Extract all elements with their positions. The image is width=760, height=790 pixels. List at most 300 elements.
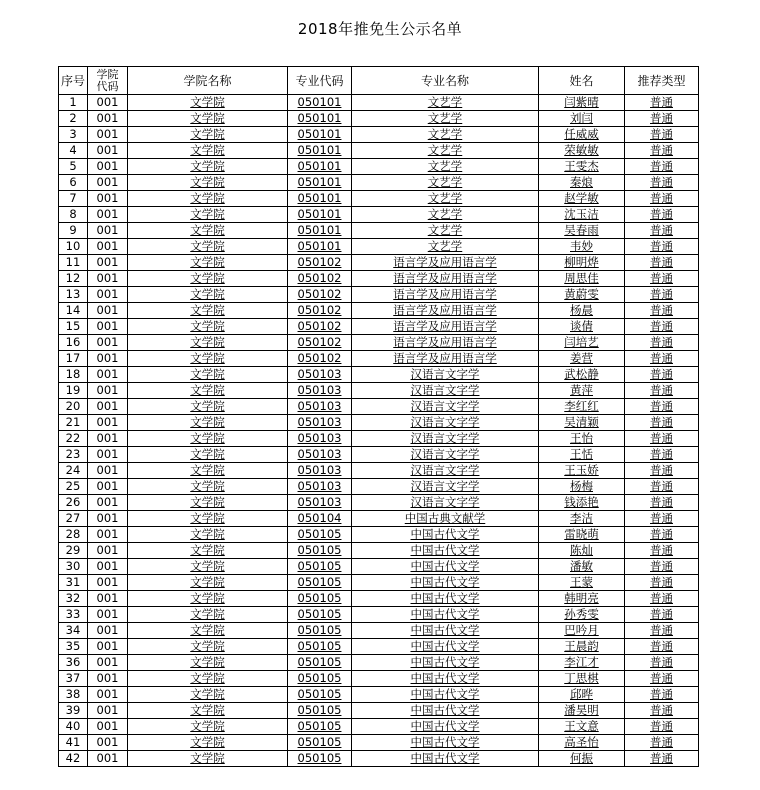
cell-type	[625, 223, 699, 239]
cell-major-name	[352, 495, 539, 511]
cell-major-name-text: 中国古代文学	[410, 719, 480, 733]
cell-major-code	[288, 367, 352, 383]
cell-type-text: 普通	[650, 575, 673, 589]
cell-major-name	[352, 575, 539, 591]
cell-name	[539, 223, 625, 239]
cell-major-name-text: 文艺学	[427, 159, 463, 173]
cell-major-code	[288, 447, 352, 463]
table-row	[59, 431, 699, 447]
cell-type-text: 普通	[650, 287, 673, 301]
cell-major-code-text: 050101	[297, 95, 342, 109]
cell-college-name	[128, 367, 288, 383]
cell-major-name	[352, 719, 539, 735]
cell-major-code-text: 050105	[297, 719, 342, 733]
cell-type	[625, 527, 699, 543]
cell-college-name-text: 文学院	[190, 735, 225, 749]
cell-major-name-text: 文艺学	[427, 111, 463, 125]
cell-major-name	[352, 735, 539, 751]
cell-name	[539, 383, 625, 399]
cell-college-name-text: 文学院	[190, 351, 225, 365]
table-row	[59, 319, 699, 335]
cell-name-text: 黄萍	[570, 383, 593, 397]
cell-no: 23	[59, 447, 88, 463]
cell-name	[539, 687, 625, 703]
cell-college-name	[128, 143, 288, 159]
cell-college-name-text: 文学院	[190, 383, 225, 397]
cell-no: 17	[59, 351, 88, 367]
cell-major-code	[288, 543, 352, 559]
table-row	[59, 95, 699, 111]
cell-type-text: 普通	[650, 415, 673, 429]
cell-major-name	[352, 319, 539, 335]
table-row	[59, 271, 699, 287]
table-row	[59, 639, 699, 655]
cell-type	[625, 127, 699, 143]
cell-name	[539, 591, 625, 607]
cell-type-text: 普通	[650, 463, 673, 477]
cell-major-code-text: 050101	[297, 143, 342, 157]
cell-name-text: 杨梅	[570, 479, 593, 493]
cell-type	[625, 383, 699, 399]
cell-name	[539, 319, 625, 335]
cell-college-name-text: 文学院	[190, 175, 225, 189]
cell-name-text: 潘敏	[570, 559, 593, 573]
cell-college-code: 001	[88, 175, 128, 191]
cell-no: 24	[59, 463, 88, 479]
cell-name-text: 荣敏敏	[564, 143, 599, 157]
table-row	[59, 463, 699, 479]
cell-college-name-text: 文学院	[190, 207, 225, 221]
cell-major-code	[288, 191, 352, 207]
cell-major-name-text: 文艺学	[427, 207, 463, 221]
cell-major-code	[288, 303, 352, 319]
header-no: 序号	[59, 67, 88, 95]
cell-major-name	[352, 655, 539, 671]
cell-college-name-text: 文学院	[190, 527, 225, 541]
cell-no: 29	[59, 543, 88, 559]
cell-major-code	[288, 143, 352, 159]
cell-type	[625, 335, 699, 351]
cell-college-code: 001	[88, 111, 128, 127]
cell-name	[539, 335, 625, 351]
cell-no: 13	[59, 287, 88, 303]
cell-college-name-text: 文学院	[190, 335, 225, 349]
cell-no: 39	[59, 703, 88, 719]
cell-type-text: 普通	[650, 431, 673, 445]
cell-type	[625, 559, 699, 575]
cell-college-code: 001	[88, 127, 128, 143]
cell-college-name	[128, 111, 288, 127]
cell-no: 26	[59, 495, 88, 511]
cell-name-text: 李红红	[564, 399, 599, 413]
cell-major-name-text: 中国古代文学	[410, 607, 480, 621]
table-row	[59, 335, 699, 351]
cell-college-name	[128, 127, 288, 143]
cell-no: 25	[59, 479, 88, 495]
cell-no: 5	[59, 159, 88, 175]
cell-name	[539, 143, 625, 159]
cell-no: 21	[59, 415, 88, 431]
cell-major-name	[352, 399, 539, 415]
cell-college-code: 001	[88, 559, 128, 575]
cell-college-name	[128, 415, 288, 431]
cell-type	[625, 575, 699, 591]
cell-name-text: 秦烺	[570, 175, 593, 189]
cell-major-name	[352, 95, 539, 111]
cell-type	[625, 511, 699, 527]
cell-college-name-text: 文学院	[190, 559, 225, 573]
cell-major-code-text: 050101	[297, 175, 342, 189]
cell-college-name-text: 文学院	[190, 223, 225, 237]
cell-major-name-text: 中国古代文学	[410, 623, 480, 637]
cell-name	[539, 479, 625, 495]
cell-college-name-text: 文学院	[190, 543, 225, 557]
cell-type	[625, 687, 699, 703]
cell-major-name	[352, 143, 539, 159]
cell-type	[625, 415, 699, 431]
cell-no: 8	[59, 207, 88, 223]
cell-major-name	[352, 383, 539, 399]
cell-type-text: 普通	[650, 95, 673, 109]
cell-college-name-text: 文学院	[190, 703, 225, 717]
cell-type	[625, 735, 699, 751]
cell-major-name-text: 汉语言文字学	[410, 415, 480, 429]
cell-college-name	[128, 511, 288, 527]
cell-major-name	[352, 479, 539, 495]
cell-college-code: 001	[88, 335, 128, 351]
cell-college-name-text: 文学院	[190, 623, 225, 637]
cell-college-name	[128, 239, 288, 255]
cell-name	[539, 447, 625, 463]
cell-type-text: 普通	[650, 367, 673, 381]
cell-major-code	[288, 287, 352, 303]
cell-college-code: 001	[88, 591, 128, 607]
candidate-table	[58, 66, 699, 767]
cell-major-name	[352, 447, 539, 463]
cell-type-text: 普通	[650, 111, 673, 125]
cell-name	[539, 351, 625, 367]
cell-college-code: 001	[88, 495, 128, 511]
cell-major-name	[352, 207, 539, 223]
cell-name	[539, 671, 625, 687]
cell-type	[625, 271, 699, 287]
cell-college-code: 001	[88, 95, 128, 111]
cell-major-name-text: 汉语言文字学	[410, 495, 480, 509]
cell-type-text: 普通	[650, 687, 673, 701]
cell-type	[625, 655, 699, 671]
cell-major-code	[288, 527, 352, 543]
cell-name-text: 姜营	[570, 351, 593, 365]
table-row	[59, 543, 699, 559]
cell-major-code	[288, 399, 352, 415]
cell-name-text: 巴吟月	[564, 623, 599, 637]
cell-major-name-text: 文艺学	[427, 223, 463, 237]
cell-no: 7	[59, 191, 88, 207]
table-header-row	[59, 67, 699, 95]
cell-major-code	[288, 735, 352, 751]
cell-college-code: 001	[88, 383, 128, 399]
cell-name	[539, 415, 625, 431]
cell-major-name	[352, 175, 539, 191]
cell-type-text: 普通	[650, 127, 673, 141]
cell-college-name	[128, 287, 288, 303]
cell-major-name	[352, 431, 539, 447]
cell-college-code: 001	[88, 703, 128, 719]
cell-major-name	[352, 671, 539, 687]
table-body	[59, 95, 699, 767]
table-row	[59, 671, 699, 687]
cell-major-name	[352, 543, 539, 559]
cell-major-code-text: 050103	[297, 415, 342, 429]
cell-college-code: 001	[88, 159, 128, 175]
table-row	[59, 383, 699, 399]
cell-type-text: 普通	[650, 191, 673, 205]
cell-college-name	[128, 591, 288, 607]
cell-major-name-text: 语言学及应用语言学	[393, 271, 497, 285]
cell-major-name-text: 中国古代文学	[410, 559, 480, 573]
cell-major-name	[352, 111, 539, 127]
table-row	[59, 591, 699, 607]
cell-type	[625, 207, 699, 223]
table-row	[59, 111, 699, 127]
cell-name-text: 丁思棋	[564, 671, 599, 685]
cell-major-name-text: 文艺学	[427, 239, 463, 253]
cell-major-code-text: 050101	[297, 223, 342, 237]
header-college-code	[88, 67, 128, 95]
table-row	[59, 607, 699, 623]
cell-college-name	[128, 255, 288, 271]
cell-name-text: 任威威	[564, 127, 599, 141]
cell-major-name-text: 汉语言文字学	[410, 383, 480, 397]
cell-type-text: 普通	[650, 655, 673, 669]
cell-major-code	[288, 351, 352, 367]
cell-major-name	[352, 351, 539, 367]
cell-major-code	[288, 255, 352, 271]
cell-name	[539, 175, 625, 191]
cell-type-text: 普通	[650, 719, 673, 733]
table-row	[59, 239, 699, 255]
cell-college-code: 001	[88, 431, 128, 447]
cell-major-name-text: 语言学及应用语言学	[393, 303, 497, 317]
cell-major-code	[288, 655, 352, 671]
table-row	[59, 719, 699, 735]
cell-type	[625, 143, 699, 159]
cell-major-name	[352, 335, 539, 351]
cell-name-text: 吴清颖	[564, 415, 599, 429]
cell-name	[539, 159, 625, 175]
cell-college-name	[128, 335, 288, 351]
cell-major-code	[288, 511, 352, 527]
cell-college-name-text: 文学院	[190, 255, 225, 269]
cell-type	[625, 159, 699, 175]
cell-type	[625, 719, 699, 735]
cell-college-code: 001	[88, 623, 128, 639]
cell-major-code-text: 050103	[297, 463, 342, 477]
cell-major-code	[288, 575, 352, 591]
cell-college-name	[128, 399, 288, 415]
cell-college-code: 001	[88, 735, 128, 751]
cell-major-code-text: 050105	[297, 543, 342, 557]
cell-name	[539, 751, 625, 767]
cell-type-text: 普通	[650, 639, 673, 653]
cell-major-code-text: 050102	[297, 271, 342, 285]
cell-no: 31	[59, 575, 88, 591]
cell-type-text: 普通	[650, 399, 673, 413]
cell-name	[539, 655, 625, 671]
cell-major-name-text: 中国古代文学	[410, 527, 480, 541]
cell-major-code-text: 050101	[297, 111, 342, 125]
cell-major-code-text: 050102	[297, 319, 342, 333]
cell-college-name	[128, 703, 288, 719]
cell-college-name-text: 文学院	[190, 495, 225, 509]
cell-major-name-text: 中国古代文学	[410, 735, 480, 749]
cell-college-name-text: 文学院	[190, 479, 225, 493]
cell-college-name-text: 文学院	[190, 607, 225, 621]
table-row	[59, 687, 699, 703]
cell-name	[539, 191, 625, 207]
cell-type	[625, 543, 699, 559]
cell-major-name-text: 中国古代文学	[410, 655, 480, 669]
cell-no: 33	[59, 607, 88, 623]
cell-type-text: 普通	[650, 175, 673, 189]
cell-type-text: 普通	[650, 271, 673, 285]
cell-major-code	[288, 159, 352, 175]
cell-type	[625, 671, 699, 687]
cell-type	[625, 431, 699, 447]
cell-no: 11	[59, 255, 88, 271]
cell-college-name-text: 文学院	[190, 591, 225, 605]
cell-major-name-text: 语言学及应用语言学	[393, 335, 497, 349]
cell-major-name	[352, 559, 539, 575]
cell-type	[625, 495, 699, 511]
cell-major-name-text: 中国古代文学	[410, 543, 480, 557]
cell-type	[625, 607, 699, 623]
cell-name	[539, 623, 625, 639]
cell-major-code-text: 050102	[297, 255, 342, 269]
cell-name	[539, 111, 625, 127]
cell-major-name-text: 汉语言文字学	[410, 367, 480, 381]
cell-major-code	[288, 559, 352, 575]
cell-major-name	[352, 703, 539, 719]
cell-major-name-text: 中国古代文学	[410, 751, 480, 765]
cell-college-name	[128, 95, 288, 111]
cell-major-code-text: 050102	[297, 303, 342, 317]
cell-no: 34	[59, 623, 88, 639]
cell-college-code: 001	[88, 415, 128, 431]
cell-college-name-text: 文学院	[190, 415, 225, 429]
cell-type	[625, 239, 699, 255]
cell-name	[539, 431, 625, 447]
cell-college-name-text: 文学院	[190, 671, 225, 685]
cell-type	[625, 287, 699, 303]
cell-no: 27	[59, 511, 88, 527]
cell-major-name-text: 语言学及应用语言学	[393, 255, 497, 269]
cell-major-code	[288, 751, 352, 767]
cell-major-code-text: 050102	[297, 335, 342, 349]
cell-major-name	[352, 287, 539, 303]
cell-major-name	[352, 511, 539, 527]
cell-type-text: 普通	[650, 239, 673, 253]
cell-major-name-text: 中国古代文学	[410, 639, 480, 653]
cell-college-name-text: 文学院	[190, 431, 225, 445]
cell-college-code: 001	[88, 191, 128, 207]
cell-name-text: 李洁	[570, 511, 593, 525]
cell-type-text: 普通	[650, 255, 673, 269]
cell-major-code	[288, 495, 352, 511]
cell-name-text: 雷晓萌	[564, 527, 599, 541]
table-row	[59, 527, 699, 543]
cell-no: 40	[59, 719, 88, 735]
cell-major-code-text: 050103	[297, 479, 342, 493]
cell-major-name-text: 语言学及应用语言学	[393, 351, 497, 365]
cell-no: 35	[59, 639, 88, 655]
cell-name-text: 孙秀雯	[564, 607, 599, 621]
cell-major-name	[352, 463, 539, 479]
cell-college-name	[128, 687, 288, 703]
cell-no: 2	[59, 111, 88, 127]
cell-college-name-text: 文学院	[190, 271, 225, 285]
cell-type-text: 普通	[650, 495, 673, 509]
cell-college-code: 001	[88, 575, 128, 591]
cell-type-text: 普通	[650, 751, 673, 765]
cell-no: 42	[59, 751, 88, 767]
cell-college-name	[128, 303, 288, 319]
cell-type	[625, 319, 699, 335]
cell-name-text: 王雯杰	[564, 159, 599, 173]
cell-type	[625, 95, 699, 111]
cell-major-name-text: 文艺学	[427, 175, 463, 189]
cell-major-name-text: 汉语言文字学	[410, 479, 480, 493]
cell-type	[625, 479, 699, 495]
cell-major-name	[352, 527, 539, 543]
cell-name-text: 邱晔	[570, 687, 593, 701]
cell-name-text: 沈玉洁	[564, 207, 599, 221]
cell-name-text: 钱添艳	[564, 495, 599, 509]
cell-major-code-text: 050103	[297, 383, 342, 397]
cell-type-text: 普通	[650, 671, 673, 685]
cell-no: 12	[59, 271, 88, 287]
cell-type-text: 普通	[650, 335, 673, 349]
cell-major-name	[352, 127, 539, 143]
header-major-name: 专业名称	[352, 67, 539, 95]
cell-college-name-text: 文学院	[190, 367, 225, 381]
cell-major-name-text: 汉语言文字学	[410, 431, 480, 445]
cell-major-name-text: 中国古典文献学	[404, 511, 486, 525]
cell-college-name-text: 文学院	[190, 639, 225, 653]
cell-name-text: 黄蔚雯	[564, 287, 599, 301]
cell-no: 20	[59, 399, 88, 415]
cell-name-text: 潘昊明	[564, 703, 599, 717]
header-college-code-text: 学院代码	[96, 67, 119, 93]
cell-college-code: 001	[88, 655, 128, 671]
cell-no: 18	[59, 367, 88, 383]
cell-no: 10	[59, 239, 88, 255]
cell-name	[539, 703, 625, 719]
cell-major-code-text: 050101	[297, 239, 342, 253]
cell-name-text: 武松静	[564, 367, 599, 381]
cell-type-text: 普通	[650, 159, 673, 173]
cell-no: 9	[59, 223, 88, 239]
cell-college-name	[128, 623, 288, 639]
cell-name	[539, 543, 625, 559]
cell-major-name-text: 文艺学	[427, 127, 463, 141]
table-row	[59, 479, 699, 495]
cell-no: 30	[59, 559, 88, 575]
cell-major-code	[288, 383, 352, 399]
cell-name	[539, 207, 625, 223]
cell-college-code: 001	[88, 319, 128, 335]
cell-type-text: 普通	[650, 223, 673, 237]
